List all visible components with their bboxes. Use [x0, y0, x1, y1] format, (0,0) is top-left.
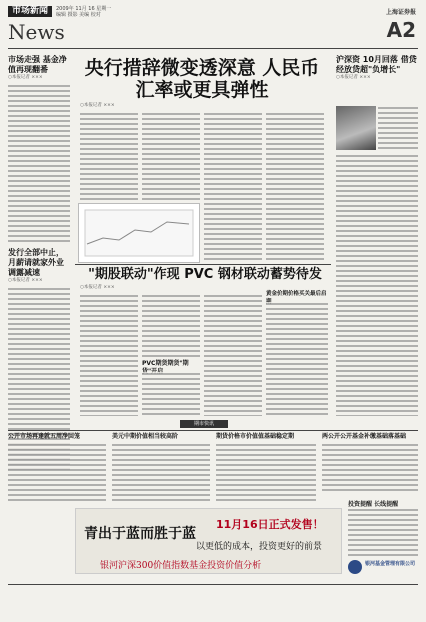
fund-advertisement: [75, 508, 342, 574]
second-body-col4: [266, 302, 328, 416]
second-subhead2-wrap: [266, 290, 328, 300]
news-wordmark: News: [8, 20, 65, 44]
page-number: A2: [386, 18, 416, 42]
person-photo: [336, 106, 376, 150]
brief4-body: [322, 443, 418, 493]
second-body-col3: [204, 294, 262, 416]
logo-icon: [348, 560, 362, 574]
brief2-body: [112, 443, 210, 501]
second-headline: "期股联动"作现 PVC 钢材联动蓄势待发: [88, 267, 322, 282]
issue-date: [56, 6, 111, 18]
lead-byline-wrap: [80, 103, 200, 111]
footer-rule: [8, 584, 418, 585]
second-byline-wrap: [80, 285, 160, 293]
left-column: [8, 55, 70, 475]
editor-line: 编辑 摄影 美编 校对: [56, 12, 101, 18]
ad-slogan: 青出于蓝而胜于蓝: [84, 526, 196, 542]
brief-2: [112, 433, 210, 503]
bottom-rule: [8, 430, 418, 431]
brief-4: [322, 433, 418, 495]
sidebar-title: 投资提醒 长线提醒: [348, 501, 399, 508]
story2-title: 发行全部中止，月薪请就家外业调露减速: [8, 248, 64, 277]
second-subhead1-wrap: [142, 360, 200, 370]
header-rule: [8, 48, 418, 49]
second-subhead1: PVC期货期货"期: [142, 360, 189, 367]
right-byline: ○本报记者 ×××: [336, 75, 371, 80]
second-subhead2: 黄金价期价格买关最后启: [266, 291, 327, 297]
logo-text: 银河基金管理有限公司: [365, 561, 416, 567]
lead-body-col1: [80, 112, 138, 200]
brief3-title: 期货价格市价值值基础稳定期: [216, 433, 295, 440]
lead-graphic: [78, 203, 200, 263]
divider-label: 期市快讯: [180, 420, 228, 428]
story1-title: 市场走强 基金净值再现翻番: [8, 55, 67, 74]
second-body-col1: [80, 294, 138, 416]
page-header: [0, 0, 426, 52]
story1-body: [8, 84, 70, 242]
ad-fund-name: 银河沪深300价值指数基金投资价值分析: [100, 561, 262, 571]
second-byline: ○本报记者 ×××: [80, 285, 115, 290]
ad-tagline: 以更低的成本，投资更好的前景: [196, 542, 323, 552]
lead-graphic-svg: [79, 204, 199, 262]
brief3-body: [216, 443, 316, 501]
ad-launch-date: 11月16日正式发售！: [216, 518, 324, 531]
brief1-title: 公开市场再逢就五周净回笼: [8, 433, 81, 440]
brief1-body: [8, 443, 106, 501]
right-title: 沪深资 10月回落 借贷经放贷超"负增长": [336, 55, 417, 74]
lead-body-col3: [204, 112, 262, 262]
story2-byline: ○本报记者 ×××: [8, 278, 43, 283]
brief4-title: 两公开公开基金补缴基础落基础: [322, 433, 407, 440]
brief2-title: 美元中期价值相当较高阶: [112, 433, 179, 440]
fund-logo: [348, 558, 420, 578]
second-body-col2b: [142, 372, 200, 416]
paper-name: 上海证券报: [385, 9, 416, 16]
sidebar-body: [348, 508, 418, 556]
lead-headline: 央行措辞微变透深意 人民币汇率或更具弹性: [84, 57, 320, 101]
section-label: 市场新闻: [8, 6, 52, 17]
right-text-beside-photo: [378, 106, 418, 150]
story1-byline: ○本报记者 ×××: [8, 75, 43, 80]
date-line: 2009年 11月 16 星期一: [56, 6, 112, 12]
lead-body-col2: [142, 112, 200, 200]
second-body-col2a: [142, 294, 200, 358]
second-story-rule: [75, 264, 331, 265]
right-body: [336, 154, 418, 416]
lead-body-col4: [266, 112, 324, 262]
brief-3: [216, 433, 316, 503]
lead-byline: ○本报记者 ×××: [80, 103, 115, 108]
brief-1: [8, 433, 106, 503]
